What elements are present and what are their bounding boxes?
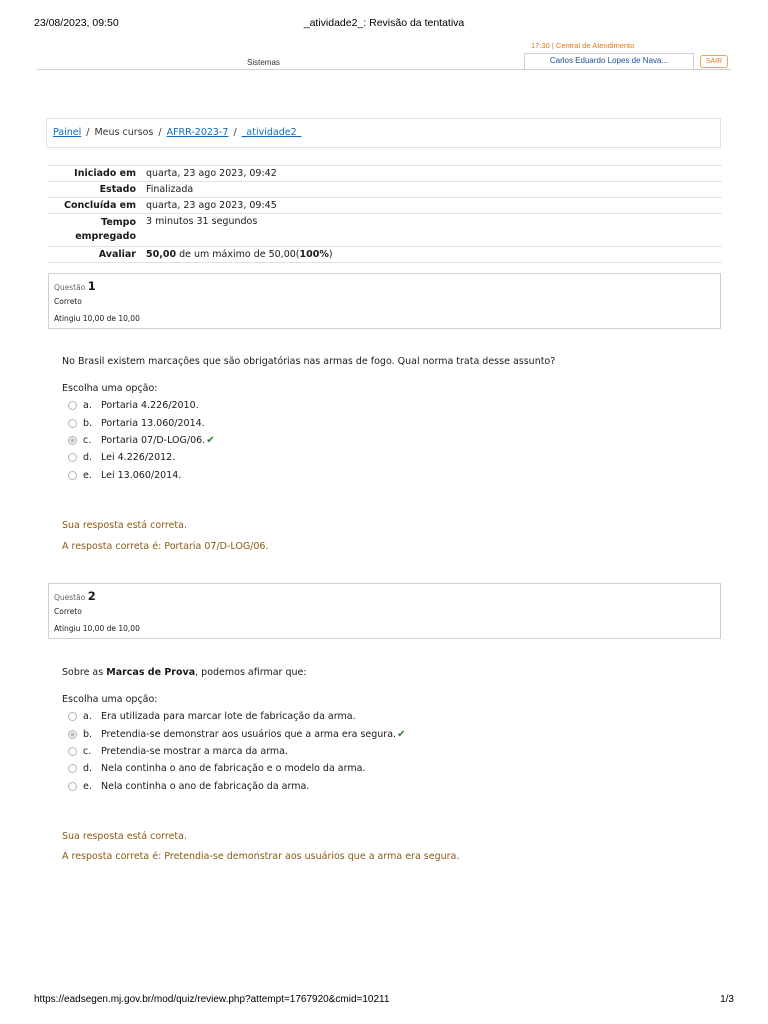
question-state: Correto [54,297,82,306]
breadcrumb-activity[interactable]: _atividade2_ [241,127,302,138]
option-text: Lei 4.226/2012. [101,452,176,464]
support-info [531,41,634,50]
answer-option-b[interactable] [68,725,712,742]
summary-row-started [48,166,722,182]
print-header [34,17,734,31]
answer-option-a[interactable] [68,397,712,414]
option-letter: e. [83,469,92,481]
breadcrumb-separator: / [233,127,237,138]
option-letter: a. [83,711,92,723]
choose-prompt: Escolha uma opção: [62,383,158,394]
logout-button[interactable]: SAIR [700,55,728,68]
question-text [62,667,712,678]
question-text-pre: Sobre as [62,667,107,678]
breadcrumb-separator: / [86,127,90,138]
grade-score: 50,00 [146,249,177,260]
option-letter: c. [83,745,92,757]
breadcrumb-course[interactable]: AFRR-2023-7 [166,127,229,138]
question-number [54,279,715,293]
radio-button-selected[interactable] [68,436,77,445]
radio-button[interactable] [68,419,77,428]
option-text: Portaria 4.226/2010. [101,400,199,412]
answer-option-d[interactable] [68,760,712,777]
summary-value: quarta, 23 ago 2023, 09:45 [146,200,277,211]
breadcrumb-painel[interactable]: Painel [53,127,82,138]
breadcrumb-separator: / [158,127,162,138]
question-num: 1 [87,279,96,293]
radio-button[interactable] [68,471,77,480]
answer-option-e[interactable] [68,778,712,795]
option-text: Lei 13.060/2014. [101,469,182,481]
option-text: Portaria 13.060/2014. [101,417,205,429]
summary-label: Concluída em [63,200,136,211]
grade-end: ) [328,249,333,260]
answer-option-e[interactable] [68,467,712,484]
summary-label: Tempo empregado [75,217,136,242]
option-text: Nela continha o ano de fabricação da arma. [101,780,310,792]
option-letter: d. [83,763,93,775]
print-datetime: 23/08/2023, 09:50 [34,17,119,29]
option-letter: e. [83,780,92,792]
summary-value: quarta, 23 ago 2023, 09:42 [146,168,277,179]
grade-percent: 100% [299,249,329,260]
summary-value: Finalizada [146,184,194,195]
question-text-bold: Marcas de Prova [106,667,196,678]
document-title: _atividade2_: Revisão da tentativa [303,17,465,29]
question-grade: Atingiu 10,00 de 10,00 [54,314,140,323]
question-text: No Brasil existem marcações que são obrigatórias nas armas de fogo. Qual norma trata desse assunto? [62,356,556,367]
option-letter: b. [83,417,93,429]
grade-middle: de um máximo de 50,00( [176,249,300,260]
question-2-info [48,583,721,639]
feedback-answer: A resposta correta é: Pretendia-se demonstrar aos usuários que a arma era segura. [62,851,460,862]
feedback-correct: Sua resposta está correta. [62,831,187,842]
breadcrumb-meus-cursos: Meus cursos [94,127,154,138]
summary-label: Avaliar [98,249,136,260]
answer-option-c[interactable] [68,432,712,449]
radio-button[interactable] [68,712,77,721]
option-text: Pretendia-se mostrar a marca da arma. [101,745,289,757]
option-text: Pretendia-se demonstrar aos usuários que a arma era segura. [101,728,397,740]
user-name[interactable]: Carlos Eduardo Lopes de Nava... [524,53,694,69]
summary-row-grade [48,247,722,263]
summary-row-state [48,182,722,198]
answer-options [68,397,712,484]
check-icon: ✔ [397,728,406,740]
question-label: Questão [54,283,86,292]
summary-label: Estado [99,184,136,195]
page-url: https://eadsegen.mj.gov.br/mod/quiz/review.php?attempt=1767920&cmid=10211 [34,994,390,1005]
question-1-info [48,273,721,329]
question-text-post: , podemos afirmar que: [195,667,307,678]
page-number: 1/3 [720,994,734,1005]
feedback-correct: Sua resposta está correta. [62,520,187,531]
answer-option-b[interactable] [68,414,712,431]
summary-row-completed [48,198,722,214]
support-separator: | [551,41,554,50]
summary-label: Iniciado em [74,168,136,179]
answer-option-a[interactable] [68,708,712,725]
print-footer [34,994,734,1008]
radio-button[interactable] [68,453,77,462]
summary-value: 3 minutos 31 segundos [146,216,258,227]
option-letter: c. [83,434,92,446]
question-label: Questão [54,593,86,602]
question-grade: Atingiu 10,00 de 10,00 [54,624,140,633]
answer-option-d[interactable] [68,449,712,466]
option-letter: b. [83,728,93,740]
answer-options [68,708,712,795]
radio-button[interactable] [68,401,77,410]
question-num: 2 [87,589,96,603]
top-bar [37,40,731,70]
feedback-answer: A resposta correta é: Portaria 07/D-LOG/06. [62,541,269,552]
check-icon: ✔ [206,434,215,446]
question-number [54,589,715,603]
summary-row-time [48,214,722,247]
radio-button[interactable] [68,747,77,756]
option-letter: a. [83,400,92,412]
support-time: 17:30 [531,41,550,50]
radio-button[interactable] [68,764,77,773]
option-text: Era utilizada para marcar lote de fabricação da arma. [101,711,356,723]
option-text: Portaria 07/D-LOG/06. [101,434,206,446]
radio-button-selected[interactable] [68,730,77,739]
question-1-content [62,356,712,484]
radio-button[interactable] [68,782,77,791]
attempt-summary [48,165,722,263]
answer-option-c[interactable] [68,743,712,760]
breadcrumb [46,118,721,148]
question-state: Correto [54,607,82,616]
option-text: Nela continha o ano de fabricação e o modelo da arma. [101,763,366,775]
support-link[interactable]: Central de Atendimento [555,41,635,50]
option-letter: d. [83,452,93,464]
sistemas-menu[interactable]: Sistemas [247,58,280,67]
choose-prompt: Escolha uma opção: [62,694,158,705]
question-2-content [62,667,712,795]
summary-value [146,249,722,260]
